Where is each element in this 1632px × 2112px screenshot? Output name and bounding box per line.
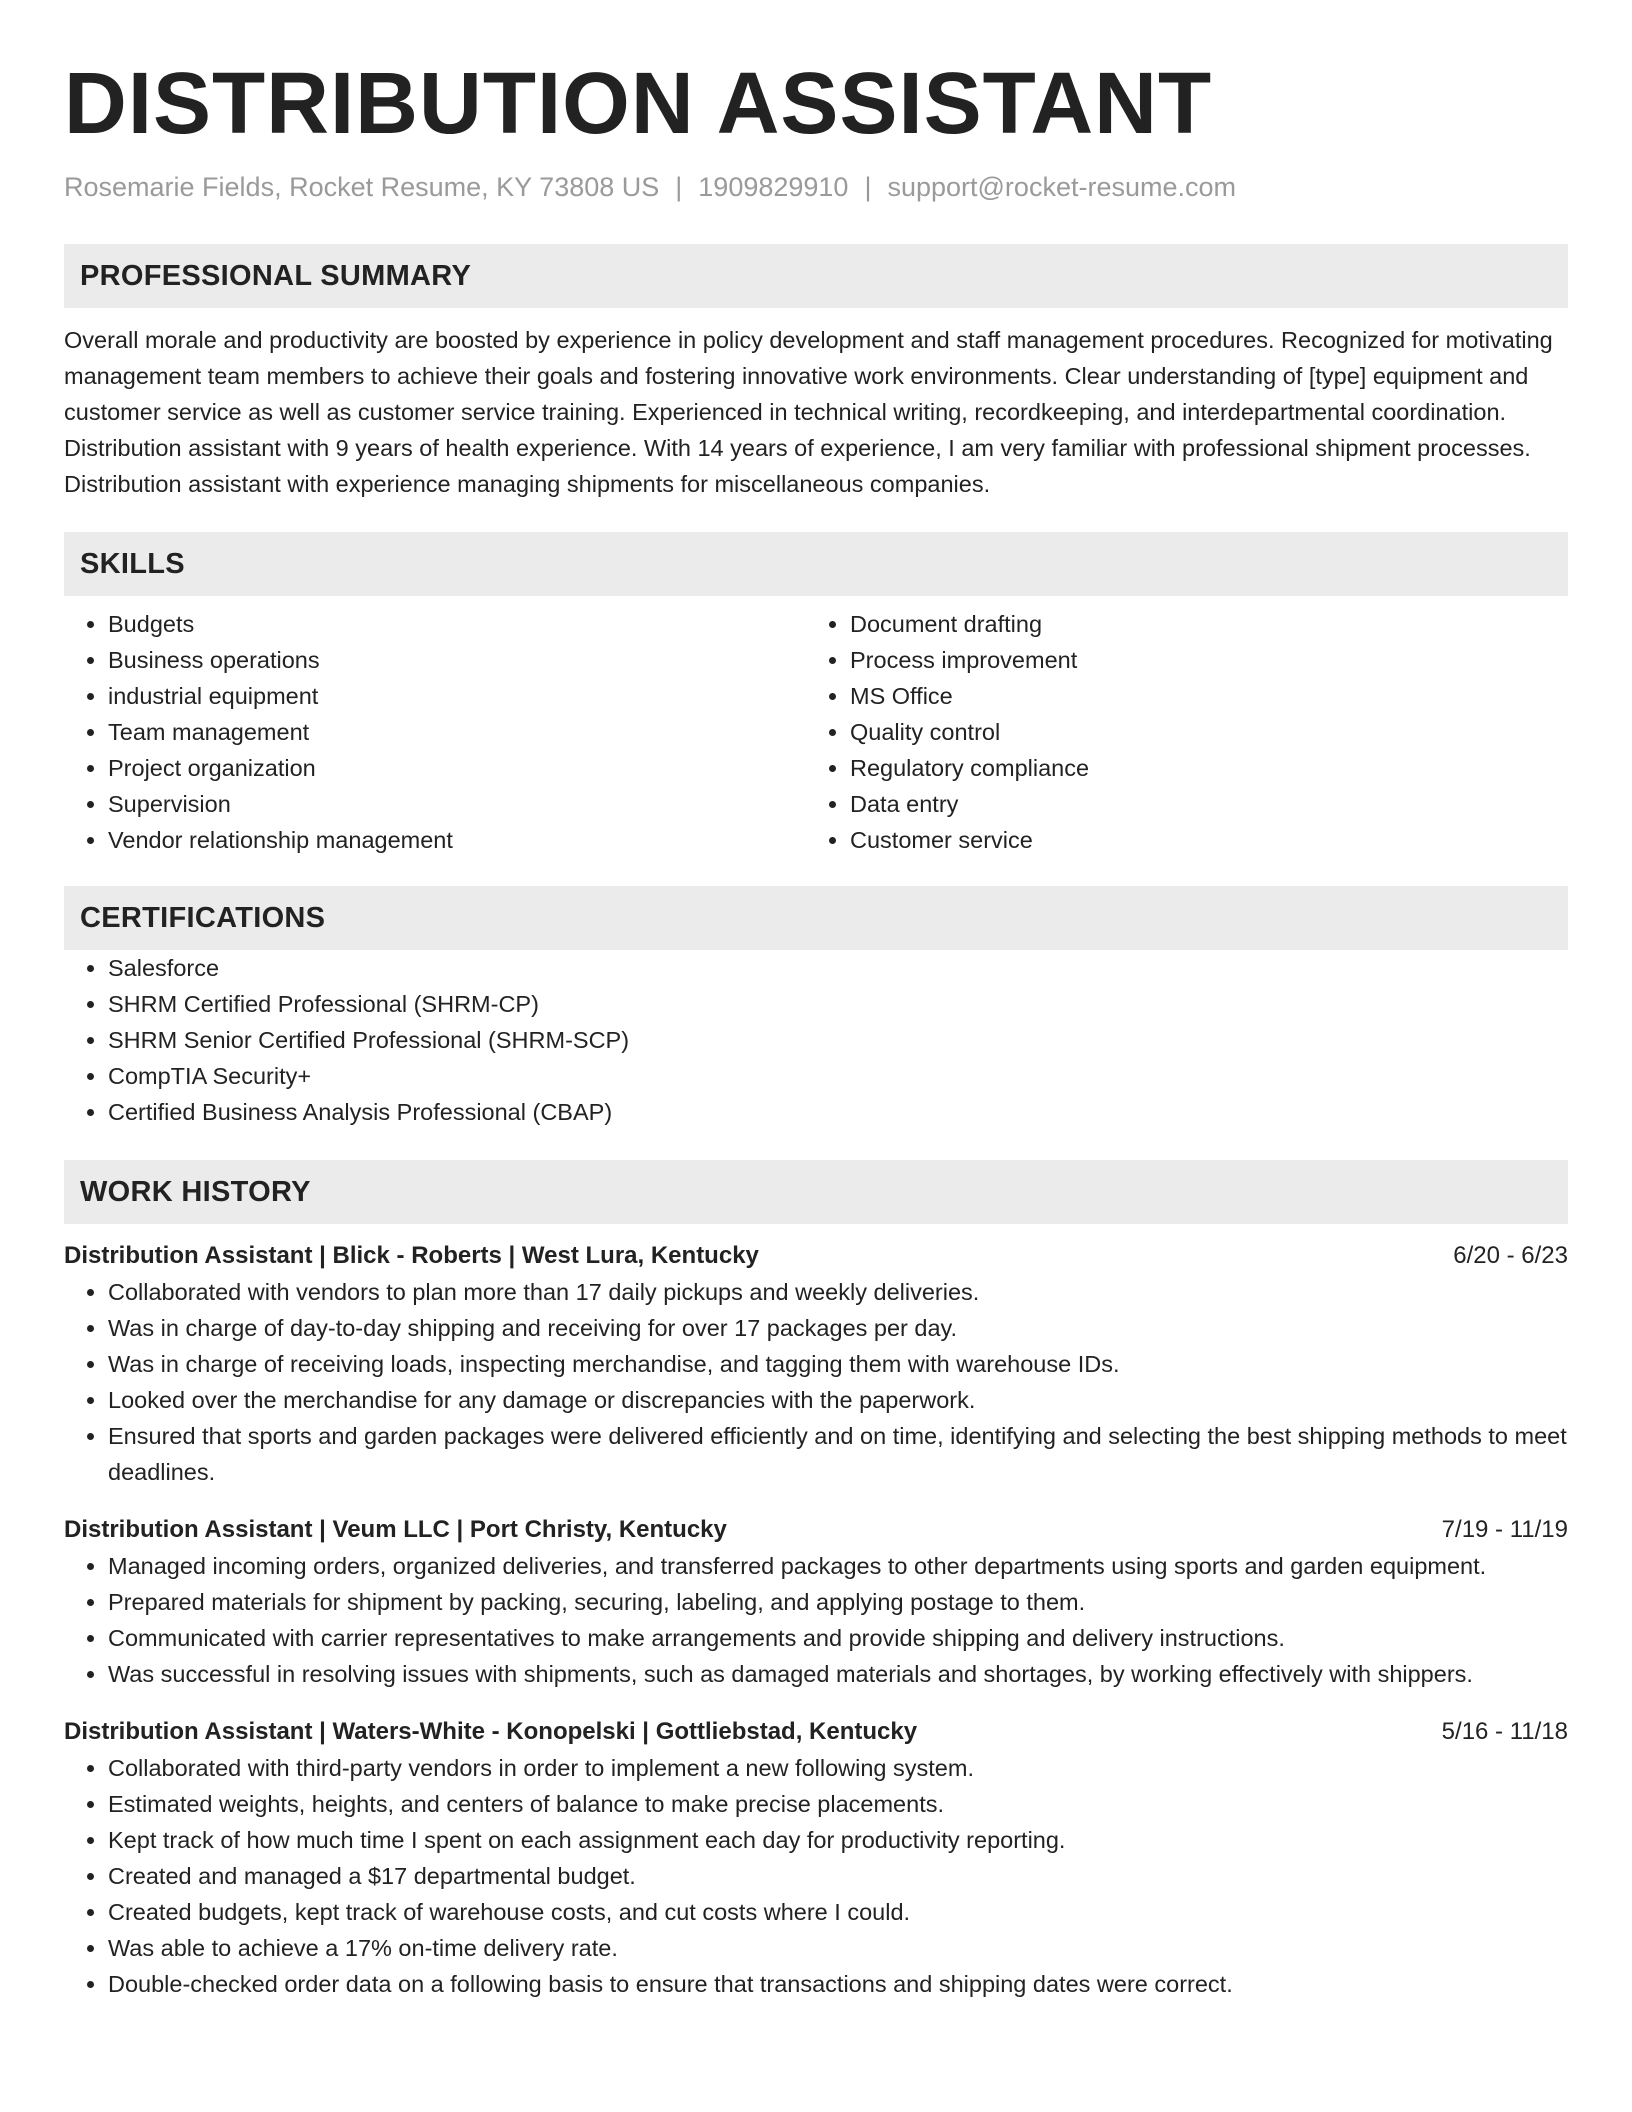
skill-item: • Quality control [850,714,1548,750]
job-bullet: • Was successful in resolving issues with shipments, such as damaged materials and shortages, by working effectively with shippers. [108,1656,1568,1692]
summary-heading: PROFESSIONAL SUMMARY [64,244,1568,308]
skills-list-left [64,606,806,858]
job-bullets [64,1750,1568,2002]
job-bullets [64,1274,1568,1490]
contact-address: Rosemarie Fields, Rocket Resume, KY 73808 US [64,172,660,202]
skill-item: • Team management [108,714,806,750]
job-entry [64,1512,1568,1692]
certification-item: • SHRM Senior Certified Professional (SHRM-SCP) [108,1022,1568,1058]
contact-phone: 1909829910 [698,172,849,202]
job-dates: 6/20 - 6/23 [1453,1242,1568,1269]
job-title: Distribution Assistant | Blick - Roberts | West Lura, Kentucky [64,1242,759,1269]
certifications-section [64,886,1568,1130]
job-title: Distribution Assistant | Waters-White - Konopelski | Gottliebstad, Kentucky [64,1718,918,1745]
job-dates: 7/19 - 11/19 [1441,1516,1568,1543]
certifications-heading: CERTIFICATIONS [64,886,1568,950]
job-bullet: • Created budgets, kept track of warehouse costs, and cut costs where I could. [108,1894,1568,1930]
certifications-list [64,950,1568,1130]
job-header [64,1238,1568,1274]
job-header [64,1512,1568,1548]
skills-column-left [64,606,806,858]
work-history-section [64,1160,1568,2002]
job-bullet: • Was able to achieve a 17% on-time delivery rate. [108,1930,1568,1966]
skill-item: • Process improvement [850,642,1548,678]
job-entry [64,1238,1568,1490]
skill-item: • Regulatory compliance [850,750,1548,786]
summary-section [64,244,1568,502]
skill-item: • Document drafting [850,606,1548,642]
contact-separator: | [675,172,683,202]
job-bullet: • Managed incoming orders, organized deliveries, and transferred packages to other departments using sports and garden equipment. [108,1548,1568,1584]
job-bullet: • Estimated weights, heights, and centers of balance to make precise placements. [108,1786,1568,1822]
job-bullet: • Ensured that sports and garden packages were delivered efficiently and on time, identifying and selecting the best shipping methods to meet deadlines. [108,1418,1568,1490]
summary-text: Overall morale and productivity are boosted by experience in policy development and staff management procedures. Recognized for motivating management team members to achieve their goals and fostering innovative work environments. Clear understanding of [type] equipment and customer service as well as customer service training. Experienced in technical writing, recordkeeping, and interdepartmental coordination. Distribution assistant with 9 years of health experience. With 14 years of experience, I am very familiar with professional shipment processes. Distribution assistant with experience managing shipments for miscellaneous companies. [64,327,1553,497]
certification-item: • CompTIA Security+ [108,1058,1568,1094]
certification-item: • Salesforce [108,950,1568,986]
job-bullet: • Communicated with carrier representatives to make arrangements and provide shipping and delivery instructions. [108,1620,1568,1656]
skill-item: • industrial equipment [108,678,806,714]
skill-item: • Customer service [850,822,1548,858]
job-bullet: • Was in charge of day-to-day shipping and receiving for over 17 packages per day. [108,1310,1568,1346]
job-bullet: • Looked over the merchandise for any damage or discrepancies with the paperwork. [108,1382,1568,1418]
contact-line [64,170,1568,204]
job-bullet: • Kept track of how much time I spent on each assignment each day for productivity reporting. [108,1822,1568,1858]
page-title: DISTRIBUTION ASSISTANT [64,55,1213,152]
skills-grid [64,606,1568,858]
job-header [64,1714,1568,1750]
skill-item: • Project organization [108,750,806,786]
job-bullet: • Collaborated with third-party vendors in order to implement a new following system. [108,1750,1568,1786]
certification-item: • SHRM Certified Professional (SHRM-CP) [108,986,1568,1022]
job-bullet: • Double-checked order data on a following basis to ensure that transactions and shipping dates were correct. [108,1966,1568,2002]
job-bullet: • Created and managed a $17 departmental budget. [108,1858,1568,1894]
skills-column-right [806,606,1548,858]
skill-item: • Business operations [108,642,806,678]
job-bullet: • Collaborated with vendors to plan more than 17 daily pickups and weekly deliveries. [108,1274,1568,1310]
job-entry [64,1714,1568,2002]
skills-list-right [806,606,1548,858]
contact-separator: | [864,172,872,202]
skill-item: • Budgets [108,606,806,642]
job-title: Distribution Assistant | Veum LLC | Port Christy, Kentucky [64,1516,727,1543]
job-bullet: • Was in charge of receiving loads, inspecting merchandise, and tagging them with warehouse IDs. [108,1346,1568,1382]
skills-heading: SKILLS [64,532,1568,596]
job-dates: 5/16 - 11/18 [1441,1718,1568,1745]
skill-item: • Vendor relationship management [108,822,806,858]
certification-item: • Certified Business Analysis Professional (CBAP) [108,1094,1568,1130]
skill-item: • Data entry [850,786,1548,822]
skill-item: • Supervision [108,786,806,822]
job-bullet: • Prepared materials for shipment by packing, securing, labeling, and applying postage to them. [108,1584,1568,1620]
skills-section [64,532,1568,858]
work-history-heading: WORK HISTORY [64,1160,1568,1224]
skill-item: • MS Office [850,678,1548,714]
contact-email: support@rocket-resume.com [887,172,1236,202]
job-bullets [64,1548,1568,1692]
